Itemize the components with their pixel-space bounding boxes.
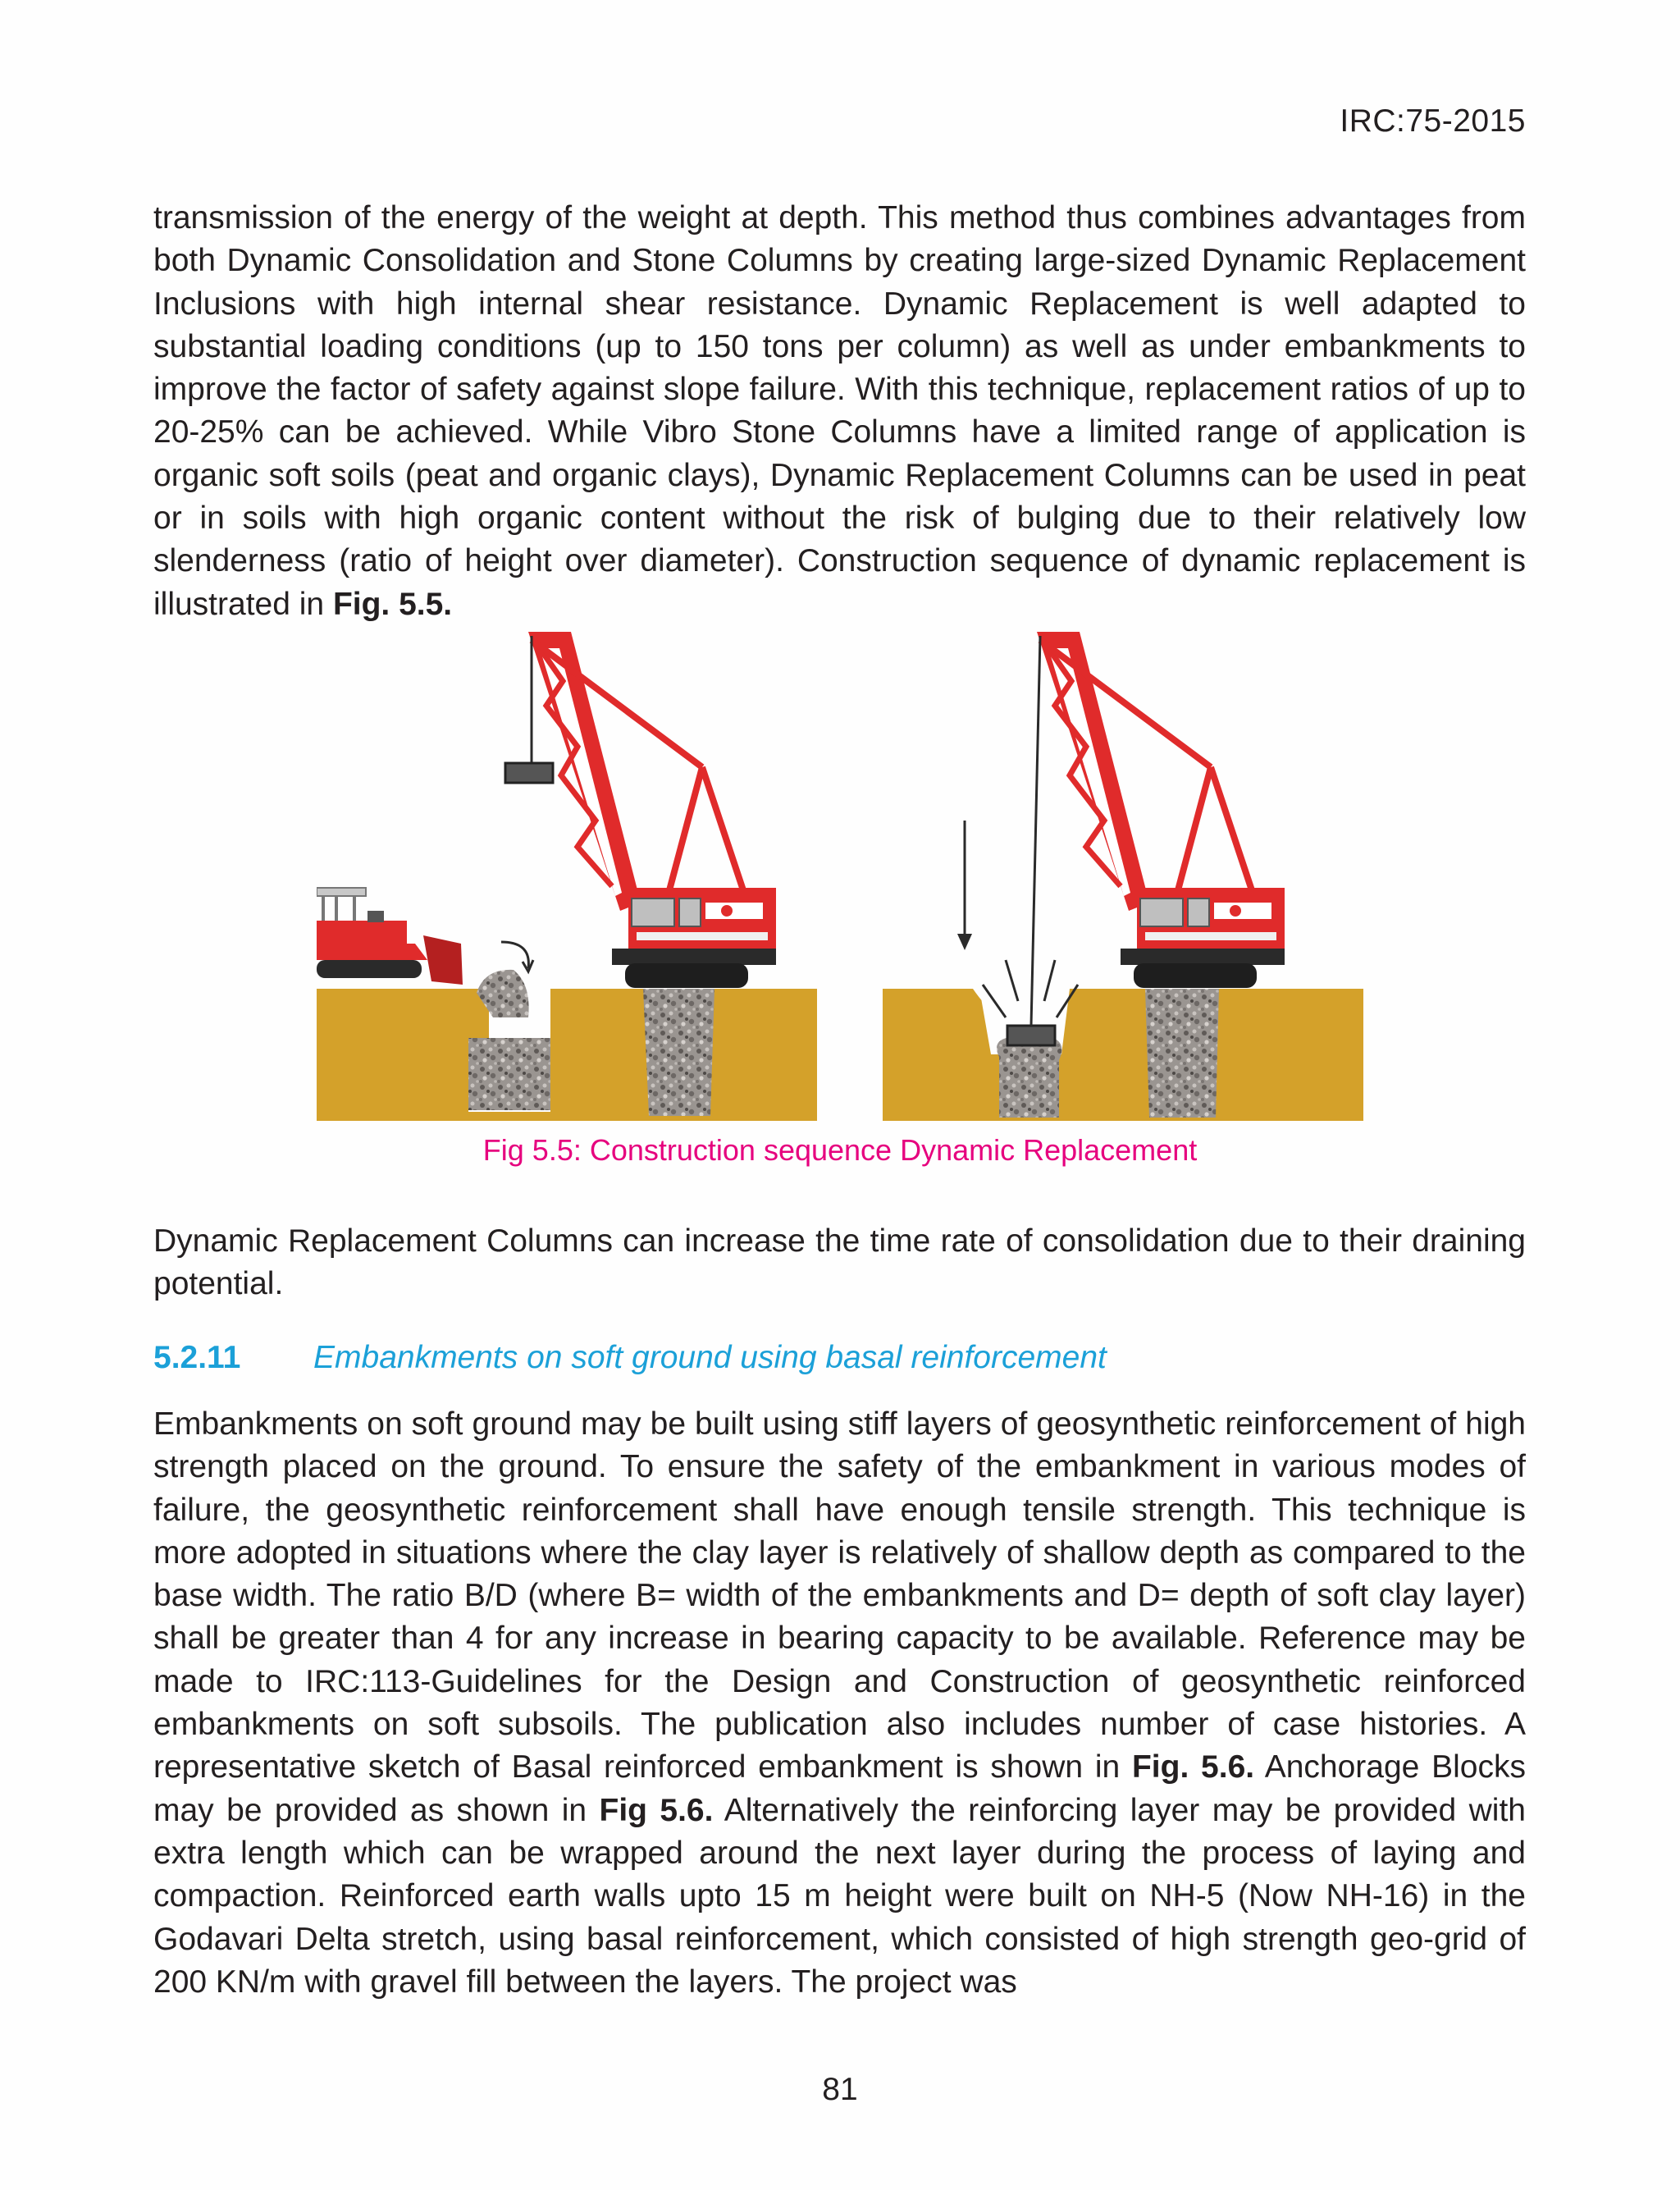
left-panel-ground bbox=[317, 989, 817, 1121]
drop-gravel-column bbox=[997, 1037, 1061, 1118]
excavated-pit-gravel bbox=[468, 1038, 550, 1110]
drop-arrow-icon bbox=[957, 821, 972, 950]
figure-caption: Fig 5.5: Construction sequence Dynamic Replacement bbox=[482, 1133, 1198, 1167]
figure-reference: Fig. 5.6. bbox=[1131, 1749, 1255, 1785]
paragraph-text: Embankments on soft ground may be built using stiff layers of geosynthetic reinforcement of high strength placed on the ground. To ensure the safety of the embankment in various modes of failure, the geosynthetic reinforcement shall have enough tensile strength. This technique is more adopted in situations where the clay layer is relatively of shallow depth as compared to the base width. The ratio B/D (where B= width of the embankments and D= depth of soft clay layer) shall be greater than 4 for any increase in bearing capacity to be available. Reference may be made to IRC:113-Guidelines for the Design and Construction of geosynthetic reinforced embankments on soft subsoils. The publication also includes number of case histories. A representative sketch of Basal reinforced embankment is shown in bbox=[153, 1406, 1526, 1785]
completed-column-right bbox=[1145, 989, 1219, 1118]
completed-column-left bbox=[643, 989, 714, 1116]
section-number: 5.2.11 bbox=[153, 1340, 241, 1375]
paragraph-text: Anchorage Blocks may be provided as shown in bbox=[153, 1749, 1526, 1828]
body-paragraph-1 bbox=[153, 197, 1526, 626]
body-paragraph-2 bbox=[153, 1220, 1526, 1306]
crane-left-icon bbox=[505, 632, 776, 988]
pounder-weight bbox=[1007, 1026, 1055, 1045]
crane-right-icon bbox=[1031, 632, 1285, 1026]
section-title: Embankments on soft ground using basal reinforcement bbox=[313, 1340, 1107, 1375]
construction-sequence-figure bbox=[317, 632, 1363, 1121]
paragraph-text: Alternatively the reinforcing layer may be provided with extra length which can be wrapped around the next layer during the process of laying and compaction. Reinforced earth walls upto 15 m height were built on NH-5 (Now NH-16) in the Godavari Delta stretch, using basal reinforcement, which consisted of high strength geo-grid of 200 KN/m with gravel fill between the layers. The project was bbox=[153, 1792, 1526, 2000]
page-number: 81 bbox=[822, 2072, 858, 2107]
figure-reference: Fig 5.6. bbox=[599, 1792, 714, 1828]
paragraph-text: Dynamic Replacement Columns can increase the time rate of consolidation due to their draining potential. bbox=[153, 1223, 1526, 1302]
bulldozer-icon bbox=[317, 888, 463, 985]
section-heading bbox=[153, 1340, 1107, 1376]
document-code: IRC:75-2015 bbox=[1340, 103, 1526, 139]
paragraph-text: transmission of the energy of the weight at depth. This method thus combines advantages from both Dynamic Consolidation and Stone Columns by creating large-sized Dynamic Replacement Inclusions with high internal shear resistance. Dynamic Replacement is well adapted to substantial loading conditions (up to 150 tons per column) as well as under embankments to improve the factor of safety against slope failure. With this technique, replacement ratios of up to 20-25% can be achieved. While Vibro Stone Columns have a limited range of application is organic soft soils (peat and organic clays), Dynamic Replacement Columns can be used in peat or in soils with high organic content without the risk of bulging due to their relatively low slenderness (ratio of height over diameter). Construction sequence of dynamic replacement is illustrated in bbox=[153, 200, 1526, 622]
figure-reference: Fig. 5.5. bbox=[332, 586, 453, 622]
right-panel-ground bbox=[883, 989, 1363, 1121]
body-paragraph-3 bbox=[153, 1403, 1526, 2004]
